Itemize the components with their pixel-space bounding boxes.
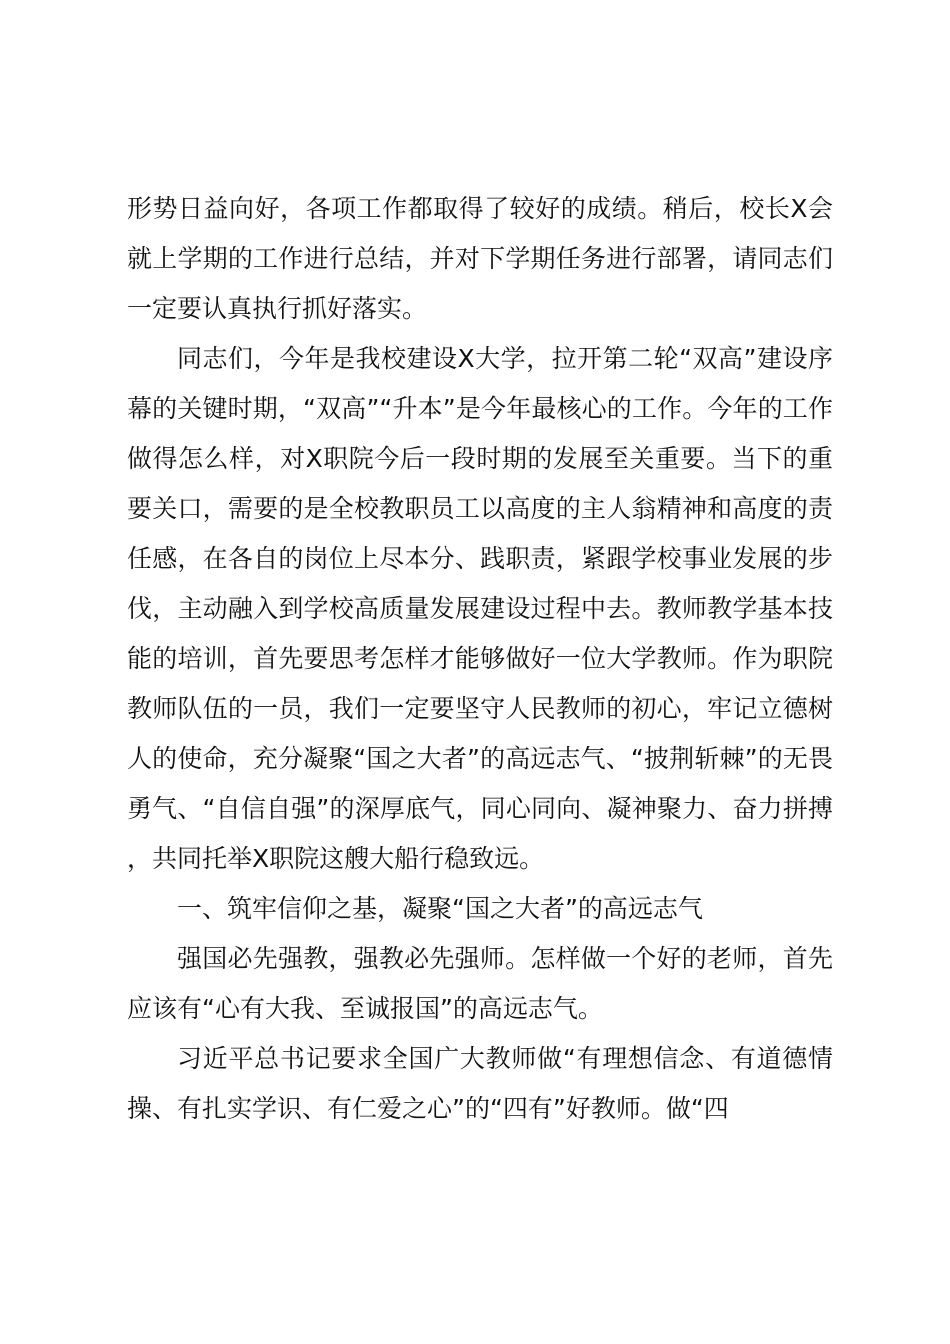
section-heading-one: 一、筑牢信仰之基，凝聚“国之大者”的高远志气 — [177, 894, 703, 923]
paragraph-four-haves: 习近平总书记要求全国广大教师做“有理想信念、有道德情操、有扎实学识、有仁爱之心”的“四有”好教师。做“四 — [127, 1044, 833, 1123]
paragraph-strong-nation: 强国必先强教，强教必先强师。怎样做一个好的老师，首先应该有“心有大我、至诚报国”的高远志气。 — [127, 944, 833, 1023]
document-body — [127, 184, 833, 1134]
paragraph-comrades: 同志们，今年是我校建设X大学，拉开第二轮“双高”建设序幕的关键时期，“双高”“升本”是今年最核心的工作。今年的工作做得怎么样，对X职院今后一段时期的发展至关重要。当下的重要关口，需要的是全校教职员工以高度的主人翁精神和高度的责任感，在各自的岗位上尽本分、践职责，紧跟学校事业发展的步伐，主动融入到学校高质量发展建设过程中去。教师教学基本技能的培训，首先要思考怎样才能够做好一位大学教师。作为职院教师队伍的一员，我们一定要坚守人民教师的初心，牢记立德树人的使命，充分凝聚“国之大者”的高远志气、“披荆斩棘”的无畏勇气、“自信自强”的深厚底气，同心同向、凝神聚力、奋力拼搏，共同托举X职院这艘大船行稳致远。 — [127, 344, 833, 873]
paragraph-continuation: 形势日益向好，各项工作都取得了较好的成绩。稍后，校长X会就上学期的工作进行总结，并对下学期任务进行部署，请同志们一定要认真执行抓好落实。 — [127, 194, 833, 323]
